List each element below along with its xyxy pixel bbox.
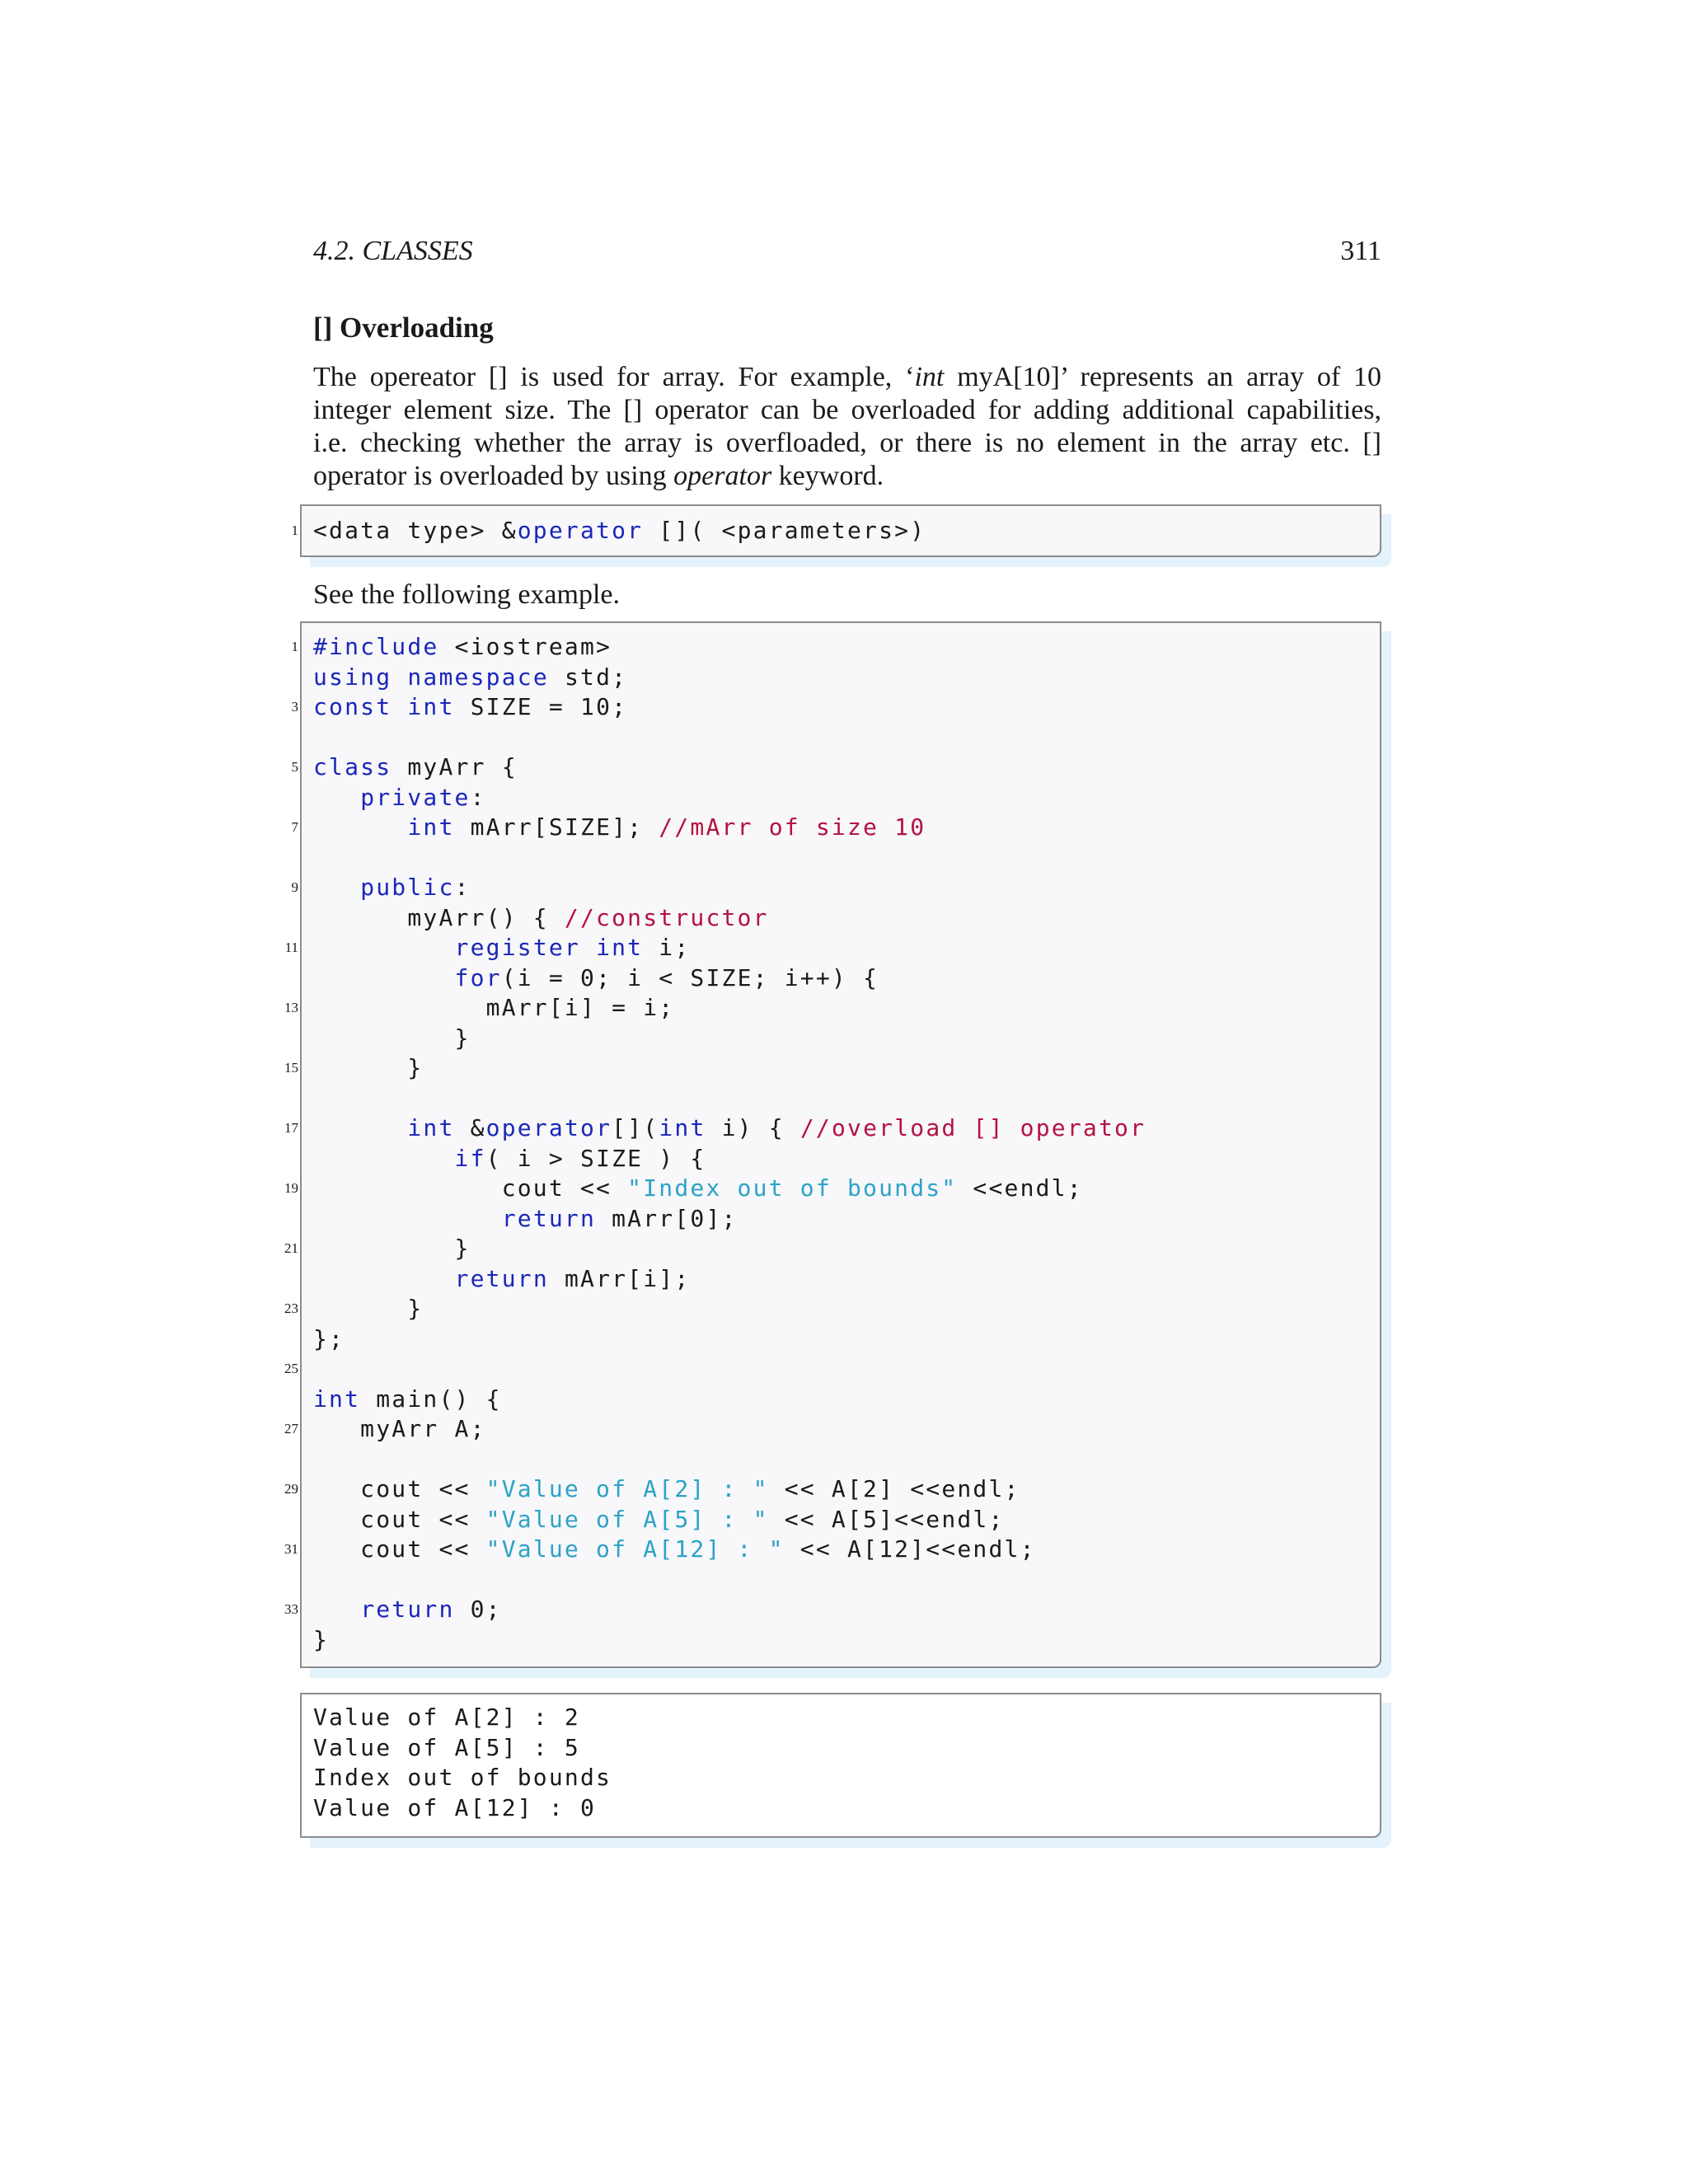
code-keyword: operator xyxy=(517,517,644,544)
code-token: i) { xyxy=(706,1114,800,1141)
code-text xyxy=(313,1703,580,1733)
code-token: myArr { xyxy=(392,753,518,780)
code-string: "Value of A[12] : " xyxy=(485,1535,785,1563)
code-token xyxy=(313,1114,407,1141)
code-keyword: if xyxy=(454,1144,486,1172)
code-text xyxy=(313,1505,1005,1535)
code-token xyxy=(580,934,596,961)
code-text xyxy=(313,1144,706,1174)
code-keyword: int xyxy=(407,693,455,720)
code-string: "Value of A[2] : " xyxy=(485,1475,769,1502)
code-keyword: int xyxy=(596,934,644,961)
code-keyword: int xyxy=(407,1114,455,1141)
code-keyword: int xyxy=(407,813,455,841)
line-number: 25 xyxy=(284,1361,298,1376)
section-title: [] Overloading xyxy=(313,312,494,344)
code-token: : xyxy=(470,783,486,811)
paragraph-line-1-text-b: myA[10]’ represents an array of 10 xyxy=(944,362,1381,392)
code-keyword: register xyxy=(454,934,580,961)
paragraph-line-1-italic: int xyxy=(914,362,945,392)
code-token: Index out of bounds xyxy=(313,1764,612,1791)
code-token: << A[12]<<endl; xyxy=(784,1535,1036,1563)
code-text xyxy=(313,1294,423,1324)
code-token: <data type> & xyxy=(313,517,518,544)
code-token xyxy=(313,1265,455,1292)
code-token: << A[5]<<endl; xyxy=(768,1505,1005,1533)
code-text xyxy=(313,1793,596,1824)
code-text xyxy=(313,1234,471,1264)
paragraph-line-2: integer element size. The [] operator can be overloaded for adding additional capabilities, xyxy=(313,395,1381,425)
code-token: myArr() { xyxy=(313,903,565,931)
intro-paragraph xyxy=(313,361,1381,493)
code-string: "Index out of bounds" xyxy=(627,1174,958,1202)
code-text xyxy=(313,516,926,546)
code-text xyxy=(313,663,627,693)
code-keyword: public xyxy=(360,874,455,901)
page-number: 311 xyxy=(1340,236,1381,266)
code-token: : xyxy=(454,874,471,901)
code-token: SIZE = 10; xyxy=(454,693,628,720)
paragraph-line-4-text-a: operator is overloaded by using xyxy=(313,461,674,491)
code-text xyxy=(313,692,627,723)
code-token: cout << xyxy=(313,1475,486,1502)
code-text xyxy=(313,873,471,903)
code-keyword: const xyxy=(313,693,392,720)
code-token: main() { xyxy=(360,1385,502,1413)
code-keyword: return xyxy=(454,1264,549,1292)
code-keyword: operator xyxy=(485,1114,612,1141)
code-token xyxy=(313,1205,502,1232)
code-token: ( i > SIZE ) { xyxy=(485,1144,706,1172)
line-number: 15 xyxy=(284,1060,298,1076)
paragraph-line-4-text-b: keyword. xyxy=(771,461,884,491)
code-token: & xyxy=(454,1114,486,1141)
example-intro xyxy=(313,579,1381,612)
code-token: []( xyxy=(612,1114,659,1141)
code-text xyxy=(313,752,518,783)
code-keyword: class xyxy=(313,753,392,780)
line-number: 29 xyxy=(284,1481,298,1497)
code-token: mArr[i]; xyxy=(548,1264,691,1292)
code-token: Value of A[5] : 5 xyxy=(313,1733,580,1761)
running-head-section: 4.2. CLASSES xyxy=(313,236,473,266)
line-number: 13 xyxy=(284,1000,298,1015)
code-token: } xyxy=(313,1054,424,1081)
code-comment: //mArr of size 10 xyxy=(659,813,926,841)
code-token: i; xyxy=(643,934,691,961)
code-token: <iostream> xyxy=(438,633,612,660)
code-text xyxy=(313,1174,1083,1204)
code-text xyxy=(313,1113,1146,1144)
code-token xyxy=(313,784,360,811)
code-token: << A[2] <<endl; xyxy=(768,1475,1020,1502)
line-number: 1 xyxy=(291,639,298,654)
code-token: []( <parameters>) xyxy=(643,517,926,544)
line-number: 7 xyxy=(291,819,298,835)
code-token: myArr A; xyxy=(313,1415,486,1442)
code-keyword: int xyxy=(313,1385,361,1413)
line-number: 11 xyxy=(284,940,298,955)
code-text xyxy=(313,632,612,663)
line-number: 5 xyxy=(291,759,298,775)
code-token: 0; xyxy=(454,1596,502,1623)
code-token xyxy=(392,693,407,720)
line-number: 33 xyxy=(284,1601,298,1617)
code-text xyxy=(313,1625,329,1656)
code-token: } xyxy=(313,1625,330,1653)
paragraph-line-3: i.e. checking whether the array is overfloaded, or there is no element in the array etc. [] xyxy=(313,428,1381,458)
code-text xyxy=(313,1264,690,1295)
code-text xyxy=(313,1595,502,1625)
code-keyword: return xyxy=(360,1596,455,1623)
code-token: mArr[i] = i; xyxy=(313,994,675,1021)
code-text xyxy=(313,963,879,994)
line-number: 27 xyxy=(284,1421,298,1436)
example-intro-text: See the following example. xyxy=(313,579,621,610)
code-comment: //constructor xyxy=(564,903,769,931)
code-token: std; xyxy=(548,663,628,691)
code-text xyxy=(313,1385,502,1415)
code-keyword: namespace xyxy=(407,663,549,691)
paragraph-line-4-italic: operator xyxy=(673,461,772,491)
code-token: cout << xyxy=(313,1174,628,1202)
line-number: 1 xyxy=(291,523,298,538)
code-comment: //overload [] operator xyxy=(799,1114,1146,1141)
code-text xyxy=(313,903,769,934)
code-text xyxy=(313,1324,345,1355)
line-number: 17 xyxy=(284,1120,298,1136)
code-text xyxy=(313,1733,580,1764)
code-token xyxy=(392,663,407,691)
code-keyword: for xyxy=(454,963,502,991)
line-number: 3 xyxy=(291,699,298,715)
code-token: } xyxy=(313,1235,471,1262)
code-text xyxy=(313,1204,738,1235)
code-keyword: using xyxy=(313,663,392,691)
code-token: (i = 0; i < SIZE; i++) { xyxy=(501,963,879,991)
code-token: } xyxy=(313,1024,471,1052)
code-text xyxy=(313,1053,423,1084)
code-text xyxy=(313,1474,1020,1505)
code-token xyxy=(313,1596,360,1623)
line-number: 31 xyxy=(284,1541,298,1557)
code-text xyxy=(313,1763,612,1793)
line-number: 19 xyxy=(284,1180,298,1196)
code-token: <<endl; xyxy=(957,1174,1083,1202)
code-text xyxy=(313,783,486,813)
code-token xyxy=(313,934,455,961)
code-token: cout << xyxy=(313,1505,486,1533)
code-token xyxy=(313,813,407,841)
code-text xyxy=(313,1414,486,1445)
code-text xyxy=(313,993,674,1024)
paragraph-line-1-text-a: The opereator [] is used for array. For example, ‘ xyxy=(313,362,915,392)
code-token: mArr[SIZE]; xyxy=(454,813,659,841)
code-token: }; xyxy=(313,1324,345,1352)
code-token: Value of A[2] : 2 xyxy=(313,1704,580,1731)
code-token xyxy=(313,964,455,991)
code-token: Value of A[12] : 0 xyxy=(313,1793,597,1821)
code-string: "Value of A[5] : " xyxy=(485,1505,769,1533)
code-token xyxy=(313,1145,455,1172)
code-text xyxy=(313,813,926,843)
code-keyword: private xyxy=(360,783,471,811)
line-number: 21 xyxy=(284,1240,298,1256)
code-token: mArr[0]; xyxy=(596,1204,738,1232)
code-token: cout << xyxy=(313,1535,486,1563)
running-head xyxy=(313,236,1381,272)
code-keyword: #include xyxy=(313,633,439,660)
code-token xyxy=(313,874,360,901)
code-keyword: int xyxy=(659,1114,706,1141)
code-text xyxy=(313,933,690,963)
code-text xyxy=(313,1535,1036,1565)
code-keyword: return xyxy=(501,1204,597,1232)
code-text xyxy=(313,1024,471,1054)
line-number: 23 xyxy=(284,1301,298,1316)
paragraph-line-4 xyxy=(313,460,1381,493)
line-number: 9 xyxy=(291,879,298,895)
paragraph-line-1 xyxy=(313,361,1381,394)
code-token: } xyxy=(313,1295,424,1322)
